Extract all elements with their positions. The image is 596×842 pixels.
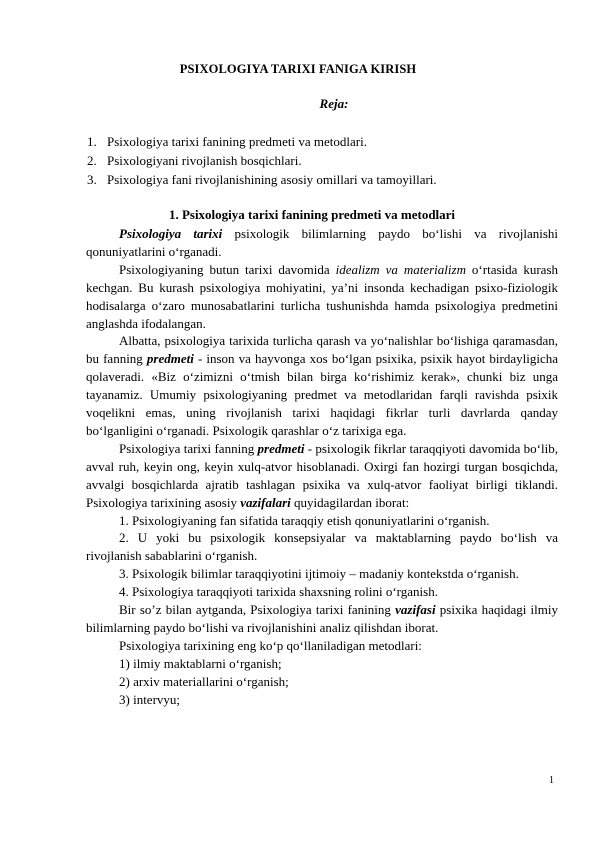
- body-text: [86, 225, 558, 708]
- task-item: 4. Psixologiya taraqqiyoti tarixida shaxsning rolini o‘rganish.: [119, 584, 438, 600]
- paragraph: Psixologiya tarixi psixologik bilimlarning paydo bo‘lishi va rivojlanishi qonuniyatlarini o‘rganadi.: [86, 226, 558, 259]
- method-item: 1) ilmiy maktablarni o‘rganish;: [119, 655, 282, 671]
- task-item: 2. U yoki bu psixologik konsepsiyalar va maktablarning paydo bo‘lish va rivojlanish sabablarini o‘rganish.: [86, 530, 558, 564]
- plan-heading: Reja:: [319, 96, 349, 111]
- paragraph: Psixologiya tarixining eng ko‘p qo‘llaniladigan metodlari:: [119, 637, 422, 653]
- paragraph: Bir so’z bilan aytganda, Psixologiya tarixi fanining vazifasi psixika haqidagi ilmiy bilimlarning paydo bo‘lishi va rivojlanishini analiz qilishdan iborat.: [86, 602, 558, 635]
- task-item: 3. Psixologik bilimlar taraqqiyotini ijtimoiy – madaniy kontekstda o‘rganish.: [119, 566, 519, 582]
- document-title: PSIXOLOGIYA TARIXI FANIGA KIRISH: [179, 62, 417, 76]
- plan-item: 1. Psixologiya tarixi fanining predmeti va metodlari.: [87, 134, 367, 149]
- section-heading: 1. Psixologiya tarixi fanining predmeti va metodlari: [168, 207, 456, 222]
- plan-item: 2. Psixologiyani rivojlanish bosqichlari.: [87, 153, 302, 168]
- paragraph: Albatta, psixologiya tarixida turlicha qarash va yo‘nalishlar bo‘lishiga qaramasdan, bu fanning predmeti - inson va hayvonga xos bo‘lgan psixika, psixik hayot birdayligicha qolaveradi. «Biz o‘zimizni o‘tmish bilan birga ko‘rishimiz kerak», chunki biz unga tayanamiz. Umumiy psixologiyaning predmet va metodlaridan farqli ravishda psixik voqelikni emas, uning rivojlanish tarixi haqidagi fikrlar turli davrlarda qanday bo‘lganligini o‘rganadi. Psixologik qarashlar o‘z tarixiga ega.: [86, 333, 558, 438]
- method-item: 2) arxiv materiallarini o‘rganish;: [119, 673, 289, 689]
- page-number: 1: [549, 775, 554, 786]
- plan-item: 3. Psixologiya fani rivojlanishining asosiy omillari va tamoyillari.: [87, 172, 437, 187]
- paragraph: Psixologiyaning butun tarixi davomida idealizm va materializm o‘rtasida kurash kechgan. Bu kurash psixologiya mohiyatini, ya’ni insonda kechadigan psixo-fiziologik hodisalarga o‘zaro munosabatlarini turlicha tushunishda hamda psixologiya predmetini anglashda ifodalangan.: [86, 261, 559, 331]
- method-item: 3) intervyu;: [119, 691, 181, 707]
- paragraph: Psixologiya tarixi fanning predmeti - psixologik fikrlar taraqqiyoti davomida bo‘lib, avval ruh, keyin ong, keyin xulq-atvor hisoblanadi. Oxirgi fan hozirgi turgan bosqichda, avvalgi bosqichlarda ajratib tashlagan psixika va xulq-atvor faoliyat birligi tiklandi. Psixologiya tarixining asosiy vazifalari quyidagilardan iborat:: [86, 440, 558, 510]
- task-item: 1. Psixologiyaning fan sifatida taraqqiy etish qonuniyatlarini o‘rganish.: [119, 512, 490, 528]
- plan-list: [87, 132, 437, 189]
